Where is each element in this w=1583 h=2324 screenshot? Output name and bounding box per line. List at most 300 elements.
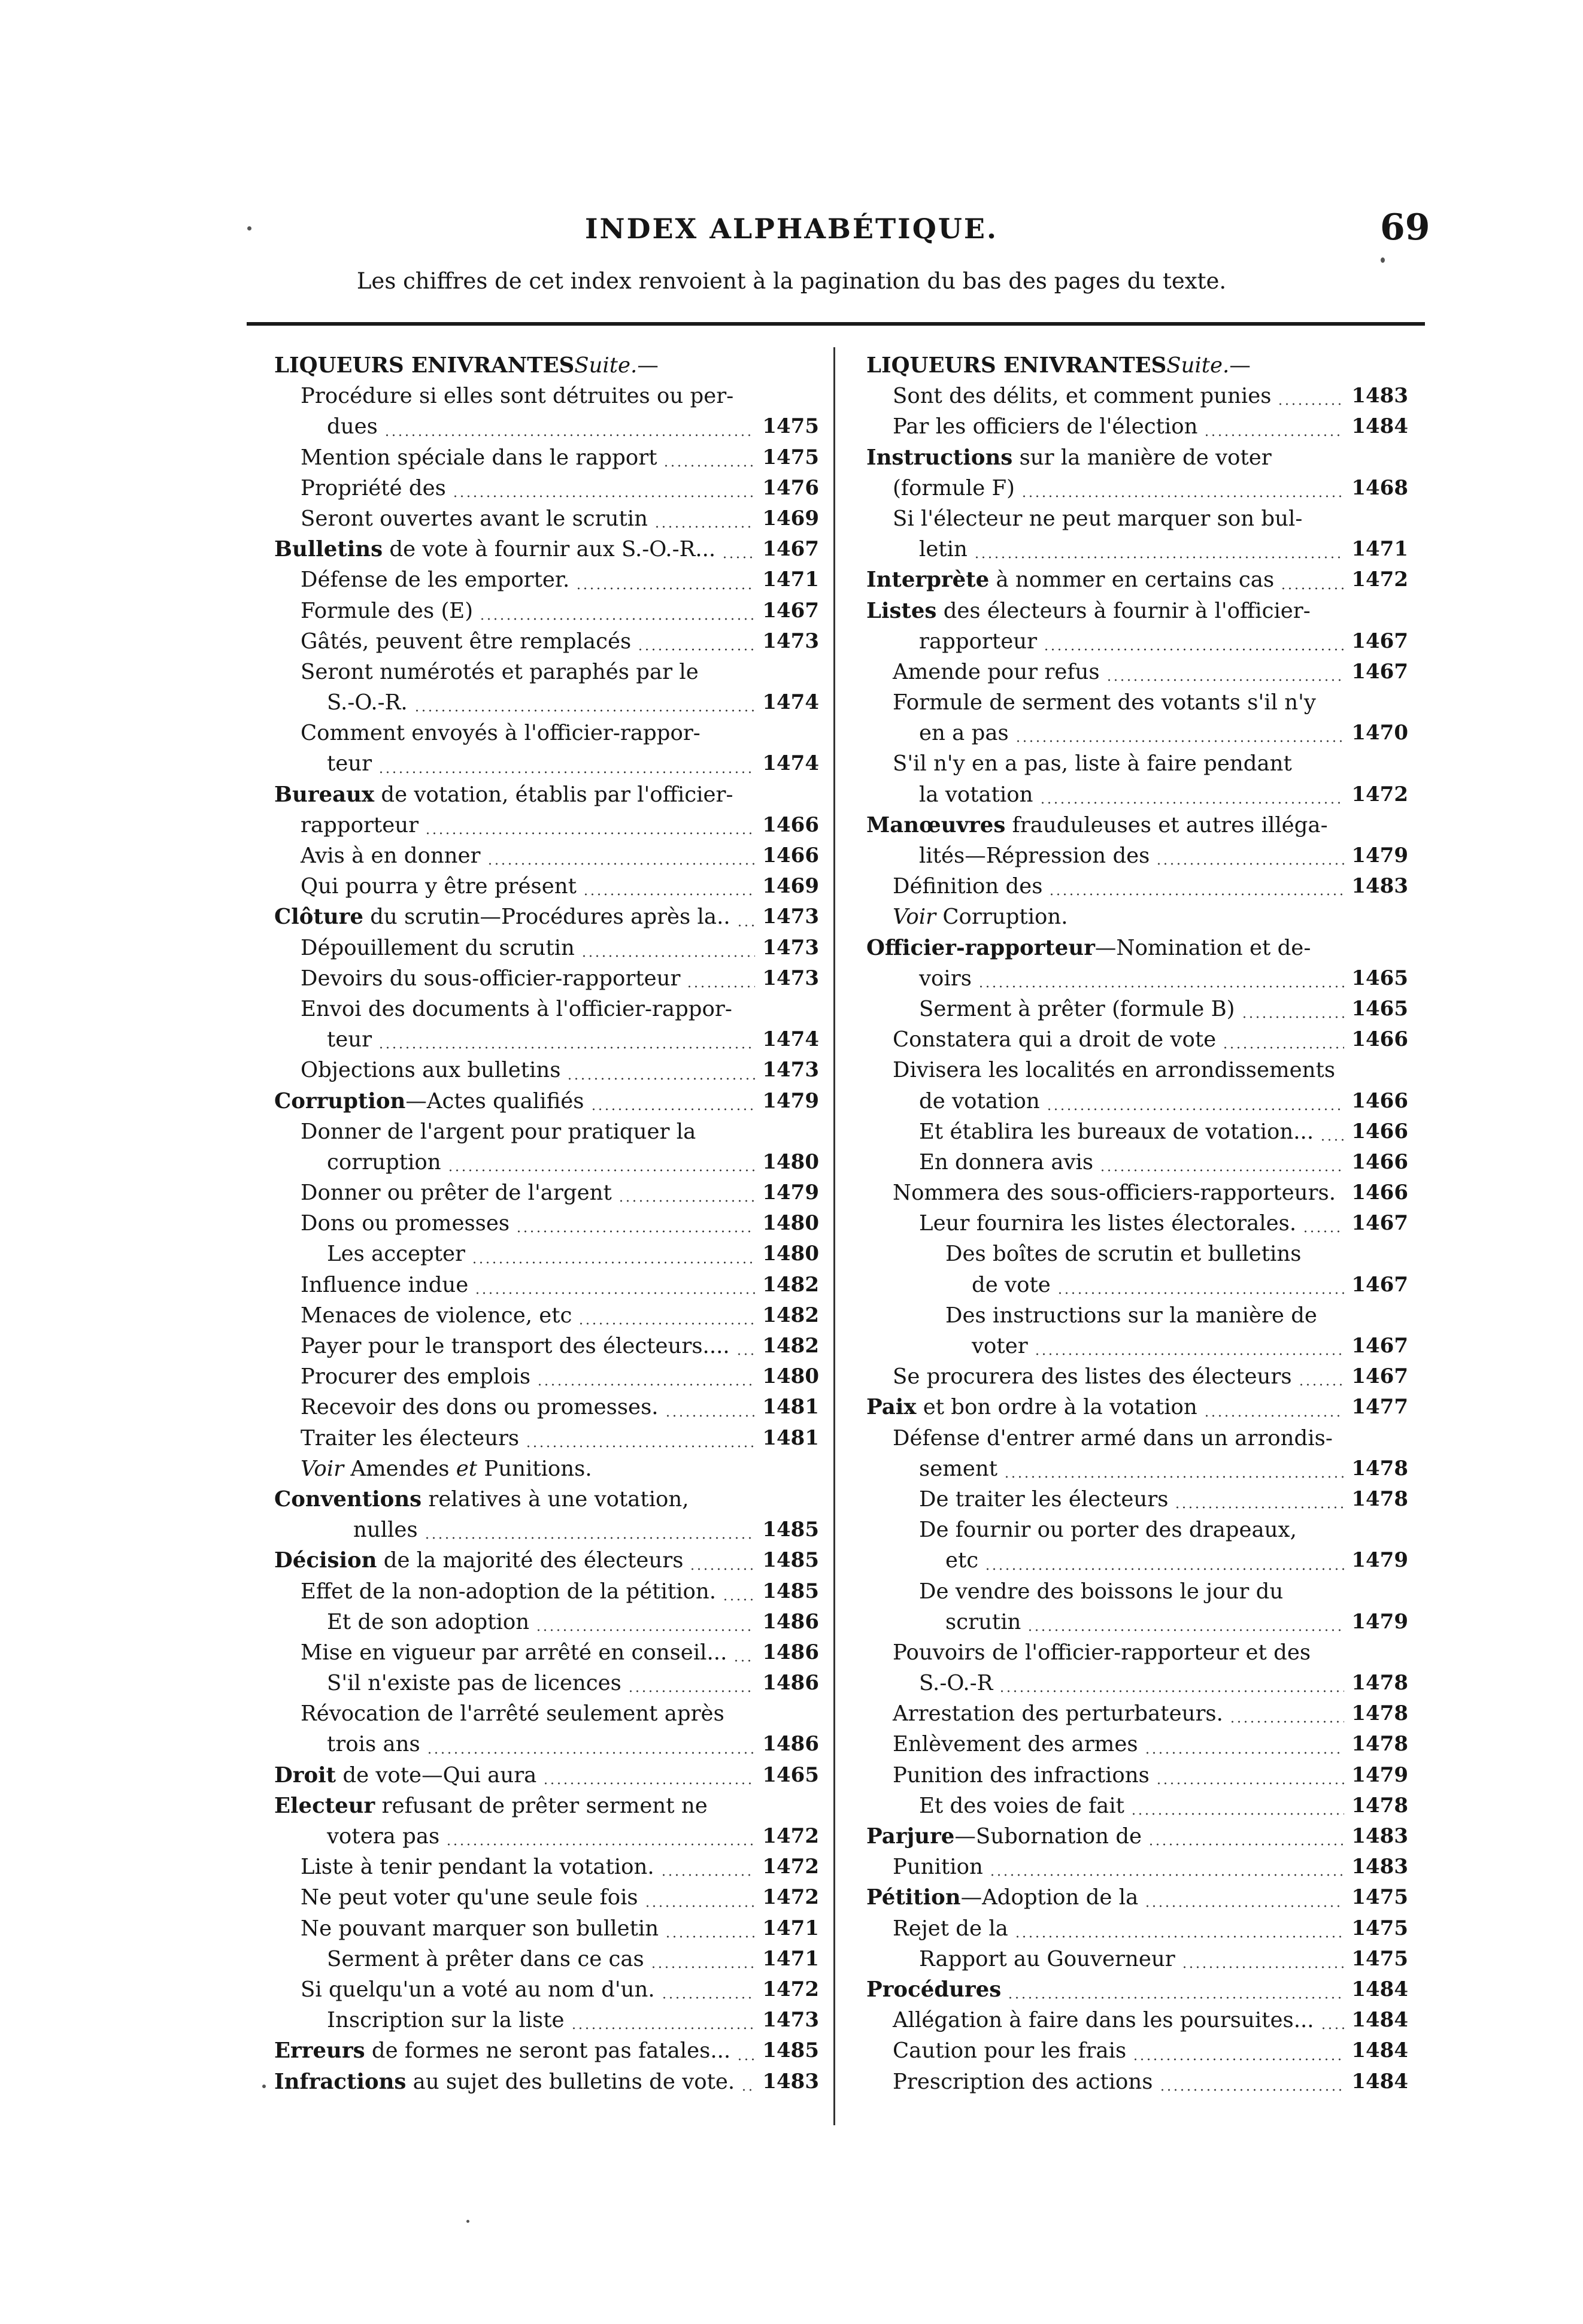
entry-text-text: Propriété des <box>301 475 446 500</box>
dot-leader <box>1027 1629 1344 1631</box>
dot-leader <box>487 863 756 865</box>
page-reference: 1467 <box>1351 659 1408 684</box>
entry-rest-text: des électeurs à fournir à l'officier- <box>936 598 1311 623</box>
dot-leader <box>445 1843 755 1846</box>
index-subentry <box>274 1208 819 1239</box>
page-reference: 1482 <box>762 1272 819 1297</box>
entry-text <box>893 1701 1223 1726</box>
index-heading-entry <box>866 810 1408 841</box>
entry-text <box>274 1548 683 1573</box>
dot-leader <box>1159 2089 1345 2091</box>
entry-text-text: Divisera les localités en arrondissements <box>893 1058 1336 1083</box>
entry-rest-text: Punitions. <box>477 1456 592 1481</box>
entry-text-text: voter <box>972 1334 1028 1358</box>
page-reference: 1472 <box>1351 782 1408 806</box>
index-column-right <box>866 350 1408 2097</box>
index-heading-entry <box>274 1545 819 1576</box>
entry-text <box>274 1089 584 1114</box>
entry-bold-text: Electeur <box>274 1793 375 1818</box>
entry-italic-text: Suite. <box>574 353 638 378</box>
entry-text <box>353 1518 418 1542</box>
page-reference: 1475 <box>1351 1885 1408 1910</box>
entry-text <box>893 506 1302 531</box>
index-subentry <box>274 473 819 503</box>
dot-leader <box>447 1169 756 1172</box>
page-reference: 1480 <box>762 1242 819 1266</box>
running-title: INDEX ALPHABÉTIQUE. <box>585 213 998 245</box>
index-column-left <box>274 350 819 2097</box>
page-reference: 1478 <box>1351 1701 1408 1726</box>
entry-text <box>301 660 699 684</box>
entry-text-text: letin <box>919 537 968 562</box>
index-subentry <box>866 1637 1408 1668</box>
page-reference: 1472 <box>1351 568 1408 592</box>
entry-text <box>893 874 1042 899</box>
dot-leader <box>525 1445 755 1448</box>
entry-text-text: Influence indue <box>301 1272 469 1297</box>
entry-text <box>893 2070 1153 2094</box>
dot-leader <box>452 495 756 497</box>
index-subentry <box>866 718 1408 748</box>
entry-text-text: De vendre des boissons le jour du <box>919 1579 1284 1604</box>
dot-leader <box>637 648 755 651</box>
entry-text <box>301 1701 724 1726</box>
index-subentry <box>274 1392 819 1422</box>
entry-text <box>919 1150 1093 1175</box>
entry-text-text: Mise en vigueur par arrêté en conseil... <box>301 1640 727 1665</box>
entry-rest-text: de formes ne seront pas fatales... <box>365 2038 731 2064</box>
dot-leader <box>1174 1506 1344 1509</box>
entry-text-text: Amende pour refus <box>893 659 1100 684</box>
entry-text <box>274 2038 730 2063</box>
entry-text <box>301 476 446 500</box>
page-reference: 1478 <box>1351 1486 1408 1511</box>
dot-leader <box>654 526 755 528</box>
entry-text <box>301 966 680 991</box>
index-subentry <box>866 1607 1408 1637</box>
index-heading-entry <box>866 1974 1408 2005</box>
index-subentry <box>866 1791 1408 1821</box>
index-subentry <box>866 1178 1408 1208</box>
page-reference: 1483 <box>1351 384 1408 408</box>
entry-text <box>919 997 1235 1021</box>
entry-text <box>301 1855 654 1879</box>
entry-text <box>327 1150 441 1175</box>
index-subentry <box>274 503 819 534</box>
entry-text-text: rapporteur <box>301 812 419 838</box>
index-subentry <box>274 1147 819 1178</box>
entry-text-text: la votation <box>919 782 1033 807</box>
entry-rest-text: frauduleuses et autres illéga- <box>1005 812 1328 838</box>
dot-leader <box>583 893 755 896</box>
index-subentry <box>274 1423 819 1454</box>
entry-text-text: S.-O.-R. <box>327 690 408 715</box>
dot-leader <box>978 985 1344 988</box>
entry-text-text: Donner ou prêter de l'argent <box>301 1181 612 1206</box>
index-subentry <box>274 1698 819 1729</box>
dot-leader <box>590 1108 756 1111</box>
dot-leader <box>1320 2027 1345 2029</box>
dot-leader <box>515 1230 755 1233</box>
entry-text-text: Traiter les électeurs <box>301 1425 520 1451</box>
index-heading-entry <box>274 902 819 932</box>
page-reference: 1478 <box>1351 1456 1408 1480</box>
entry-text <box>274 1794 708 1818</box>
index-heading-entry <box>274 350 819 381</box>
page-reference: 1473 <box>762 2008 819 2032</box>
index-subentry <box>866 748 1408 779</box>
entry-text-text: Serment à prêter (formule B) <box>919 996 1235 1021</box>
page-reference: 1466 <box>762 812 819 837</box>
dot-leader <box>1099 1169 1344 1172</box>
entry-text-text: Envoi des documents à l'officier-rappor- <box>301 996 732 1021</box>
index-subentry <box>274 871 819 902</box>
entry-text <box>919 1457 997 1481</box>
index-heading-entry <box>274 2067 819 2097</box>
entry-text <box>893 1364 1292 1389</box>
page-reference: 1471 <box>762 568 819 592</box>
entry-text <box>327 1671 621 1695</box>
dot-leader <box>618 1200 756 1202</box>
index-subentry <box>866 1760 1408 1791</box>
entry-text <box>866 1977 1001 2002</box>
entry-text-text: Recevoir des dons ou promesses. <box>301 1395 659 1420</box>
dot-leader <box>1048 893 1344 896</box>
dot-leader <box>1148 1843 1344 1846</box>
dot-leader <box>479 618 755 620</box>
index-subentry <box>866 1454 1408 1484</box>
entry-rest-text: Corruption. <box>936 905 1068 930</box>
entry-text-text: S'il n'existe pas de licences <box>327 1671 621 1696</box>
entry-rest-text: — <box>637 353 659 378</box>
entry-text-text: dues <box>327 414 378 439</box>
index-subentry <box>274 748 819 779</box>
page-reference: 1479 <box>762 1181 819 1205</box>
page-reference: 1484 <box>1351 2069 1408 2094</box>
page-reference: 1465 <box>1351 996 1408 1021</box>
entry-text-text: Et établira les bureaux de votation... <box>919 1119 1314 1144</box>
page-reference: 1482 <box>762 1334 819 1358</box>
print-speck <box>1381 257 1385 263</box>
entry-rest-text: relatives à une votation, <box>421 1486 689 1512</box>
page-number: 69 <box>1380 207 1430 248</box>
index-subentry <box>274 1361 819 1392</box>
entry-text <box>893 1732 1138 1756</box>
print-speck <box>466 2220 469 2223</box>
entry-text <box>274 2070 735 2094</box>
index-subentry <box>274 1637 819 1668</box>
entry-text <box>893 660 1100 684</box>
entry-text-text: De fournir ou porter des drapeaux, <box>919 1518 1297 1543</box>
entry-text <box>301 1273 468 1297</box>
entry-rest-text: de la majorité des électeurs <box>377 1548 684 1573</box>
index-subentry <box>866 687 1408 718</box>
index-subentry <box>274 1024 819 1055</box>
entry-rest-text: de vote—Qui aura <box>336 1762 537 1788</box>
dot-leader <box>1039 802 1345 804</box>
page-reference: 1479 <box>1351 844 1408 867</box>
entry-text <box>893 1916 1008 1941</box>
entry-text-text: Avis à en donner <box>301 844 481 868</box>
entry-bold-text: Paix <box>866 1395 917 1420</box>
index-subentry <box>866 1361 1408 1392</box>
dot-leader <box>733 1659 755 1662</box>
entry-text-text: Se procurera des listes des électeurs <box>893 1364 1292 1389</box>
index-subentry <box>274 1576 819 1607</box>
entry-text <box>945 1242 1302 1266</box>
entry-text <box>301 599 473 623</box>
dot-leader <box>471 1261 755 1264</box>
entry-text-text: teur <box>327 1027 372 1052</box>
entry-bold-text: Parjure <box>866 1824 955 1849</box>
entry-text <box>327 1027 372 1052</box>
entry-text <box>919 1119 1314 1144</box>
entry-text-text: Comment envoyés à l'officier-rappor- <box>301 721 700 746</box>
index-subentry <box>866 657 1408 687</box>
index-subentry <box>274 442 819 473</box>
entry-text <box>301 1977 655 2002</box>
page-reference: 1466 <box>1351 1027 1408 1052</box>
page-reference: 1475 <box>1351 1916 1408 1940</box>
entry-text-text: voirs <box>919 966 972 991</box>
dot-leader <box>665 1935 755 1938</box>
page-reference: 1473 <box>762 629 819 653</box>
index-subentry <box>274 1913 819 1944</box>
index-subentry <box>866 1300 1408 1331</box>
dot-leader <box>424 1537 756 1539</box>
index-subentry <box>866 1484 1408 1515</box>
dot-leader <box>644 1905 756 1907</box>
page-reference: 1471 <box>762 1946 819 1971</box>
entry-text <box>301 874 577 899</box>
index-subentry <box>274 963 819 994</box>
entry-text <box>919 1518 1297 1542</box>
entry-text <box>919 1947 1175 1971</box>
dot-leader <box>1320 1139 1344 1141</box>
entry-text <box>301 1119 696 1144</box>
page-reference: 1485 <box>762 1548 819 1573</box>
entry-italic-text: et <box>456 1456 478 1481</box>
page-reference: 1467 <box>1351 1211 1408 1236</box>
entry-bold-text: Clôture <box>274 905 363 930</box>
index-subentry <box>866 1944 1408 1974</box>
entry-bold-text: Infractions <box>274 2069 407 2094</box>
page-reference: 1483 <box>1351 1855 1408 1879</box>
page-reference: 1472 <box>762 1885 819 1910</box>
dot-leader <box>1241 1016 1345 1018</box>
entry-text <box>893 1058 1335 1082</box>
page-reference: 1479 <box>762 1088 819 1113</box>
dot-leader <box>1057 1292 1345 1294</box>
index-subentry <box>866 2005 1408 2035</box>
index-heading-entry <box>274 2035 819 2066</box>
dot-leader <box>424 832 755 835</box>
entry-text <box>866 353 1251 378</box>
entry-text-text: lités—Répression des <box>919 844 1150 868</box>
page-reference: 1473 <box>762 935 819 960</box>
entry-text-text: Inscription sur la liste <box>327 2008 565 2033</box>
entry-text <box>274 537 715 562</box>
entry-text <box>919 782 1033 807</box>
page-reference: 1480 <box>762 1211 819 1236</box>
index-heading-entry <box>274 1086 819 1117</box>
index-subentry <box>866 1270 1408 1300</box>
dot-leader <box>665 1415 756 1417</box>
index-subentry <box>866 1239 1408 1269</box>
dot-leader <box>736 1353 756 1355</box>
dot-leader <box>1156 863 1344 865</box>
entry-text-text: Nommera des sous-officiers-rapporteurs. <box>893 1181 1336 1206</box>
entry-text-text: de vote <box>972 1272 1051 1297</box>
entry-text-text: Procurer des emplois <box>301 1364 531 1389</box>
index-subentry <box>274 687 819 718</box>
entry-text <box>866 813 1328 838</box>
entry-text <box>301 1334 730 1358</box>
entry-text <box>919 721 1009 745</box>
entry-text <box>866 599 1311 623</box>
entry-rest-text: à nommer en certains cas <box>989 568 1275 593</box>
dot-leader <box>378 771 755 773</box>
page-reference: 1477 <box>1351 1395 1408 1419</box>
entry-text <box>893 751 1292 776</box>
entry-text-text: sement <box>919 1456 998 1481</box>
index-subentry <box>274 1974 819 2005</box>
entry-text <box>866 936 1311 960</box>
entry-text <box>919 1671 993 1695</box>
entry-text <box>945 1610 1021 1634</box>
entry-text <box>327 414 378 439</box>
entry-text-text: Procédure si elles sont détruites ou per- <box>301 384 734 409</box>
entry-text-text: Devoirs du sous-officier-rapporteur <box>301 966 681 991</box>
entry-text-text: Menaces de violence, etc <box>301 1303 572 1328</box>
dot-leader <box>721 556 755 559</box>
page-reference: 1486 <box>762 1640 819 1664</box>
index-subentry <box>866 1147 1408 1178</box>
dot-leader <box>414 709 756 712</box>
index-subentry <box>866 1852 1408 1882</box>
index-subentry <box>274 810 819 841</box>
page-reference: 1467 <box>1351 1272 1408 1297</box>
page-reference: 1478 <box>1351 1793 1408 1818</box>
index-subentry <box>274 596 819 626</box>
entry-text-text: Mention spéciale dans le rapport <box>301 445 657 470</box>
dot-leader <box>1298 1384 1345 1386</box>
entry-text-text: S.-O.-R <box>919 1671 993 1696</box>
index-subentry <box>274 994 819 1024</box>
dot-leader <box>426 1752 756 1754</box>
entry-text <box>919 1211 1296 1236</box>
index-subentry <box>866 1331 1408 1361</box>
entry-text-text: Payer pour le transport des électeurs.... <box>301 1334 730 1358</box>
index-subentry <box>274 1454 819 1484</box>
page-reference: 1472 <box>762 1824 819 1848</box>
entry-text <box>866 1824 1142 1849</box>
entry-text <box>893 1640 1311 1665</box>
page-reference: 1484 <box>1351 2008 1408 2032</box>
entry-text <box>274 1487 689 1512</box>
dot-leader <box>650 1966 756 1968</box>
entry-text <box>301 506 648 531</box>
entry-text <box>274 782 733 807</box>
page-reference: 1478 <box>1351 1671 1408 1695</box>
index-heading-entry <box>866 442 1408 473</box>
dot-leader <box>384 434 756 436</box>
entry-text <box>301 844 481 868</box>
index-subentry <box>274 1607 819 1637</box>
index-subentry <box>274 1239 819 1269</box>
page-reference: 1469 <box>762 874 819 899</box>
index-subentry <box>274 718 819 748</box>
dot-leader <box>1277 403 1344 405</box>
dot-leader <box>627 1690 756 1692</box>
index-subentry <box>866 1668 1408 1698</box>
dot-leader <box>1130 1813 1344 1815</box>
dot-leader <box>1046 1108 1345 1111</box>
dot-leader <box>984 1568 1344 1570</box>
index-subentry <box>866 411 1408 442</box>
entry-bold-text: Bulletins <box>274 537 383 562</box>
index-heading-entry <box>866 1882 1408 1913</box>
index-subentry <box>274 1821 819 1852</box>
entry-text-text: rapporteur <box>919 629 1038 654</box>
entry-bold-text: Erreurs <box>274 2038 365 2064</box>
entry-text-text: Si quelqu'un a voté au nom d'un. <box>301 1977 655 2002</box>
dot-leader <box>1021 495 1344 497</box>
dot-leader <box>1156 1782 1345 1785</box>
index-subentry <box>866 994 1408 1024</box>
dot-leader <box>566 1078 755 1080</box>
dot-leader <box>1302 1230 1344 1233</box>
header-rule <box>247 322 1425 326</box>
entry-text-text: Enlèvement des armes <box>893 1732 1138 1757</box>
entry-text-text: Leur fournira les listes électorales. <box>919 1211 1297 1236</box>
entry-text-text: Liste à tenir pendant la votation. <box>301 1855 654 1880</box>
entry-text-text: Pouvoirs de l'officier-rapporteur et des <box>893 1640 1311 1665</box>
entry-text-text: Ne pouvant marquer son bulletin <box>301 1916 659 1941</box>
entry-text-text: Qui pourra y être présent <box>301 874 577 899</box>
index-subentry <box>866 1515 1408 1545</box>
entry-text-text: En donnera avis <box>919 1149 1094 1175</box>
dot-leader <box>1203 434 1344 436</box>
entry-text <box>274 1763 536 1788</box>
entry-text <box>327 690 408 715</box>
index-note: Les chiffres de cet index renvoient à la pagination du bas des pages du texte. <box>356 268 1227 294</box>
page-reference: 1471 <box>1351 537 1408 562</box>
page-reference: 1485 <box>762 1579 819 1603</box>
entry-text <box>301 1640 727 1665</box>
page-reference: 1483 <box>1351 874 1408 899</box>
page-reference: 1474 <box>762 1027 819 1052</box>
entry-text <box>301 629 631 654</box>
entry-text-text: (formule F) <box>893 475 1015 500</box>
entry-text-text: trois ans <box>327 1732 420 1757</box>
dot-leader <box>1007 1997 1344 1999</box>
dot-leader <box>1222 1046 1344 1049</box>
index-subentry <box>274 1944 819 1974</box>
entry-text-text: Rejet de la <box>893 1916 1008 1941</box>
entry-rest-text: de vote à fournir aux S.-O.-R... <box>383 537 716 562</box>
entry-text <box>893 1181 1336 1205</box>
entry-bold-text: Instructions <box>866 445 1013 470</box>
index-subentry <box>274 1117 819 1147</box>
page-reference: 1480 <box>762 1364 819 1389</box>
entry-rest-text: —Subornation de <box>954 1824 1142 1849</box>
entry-text-text: Prescription des actions <box>893 2069 1153 2094</box>
index-subentry <box>866 1208 1408 1239</box>
dot-leader <box>1043 648 1344 651</box>
entry-text-text: Arrestation des perturbateurs. <box>893 1701 1223 1727</box>
entry-rest-text: sur la manière de voter <box>1012 445 1272 470</box>
